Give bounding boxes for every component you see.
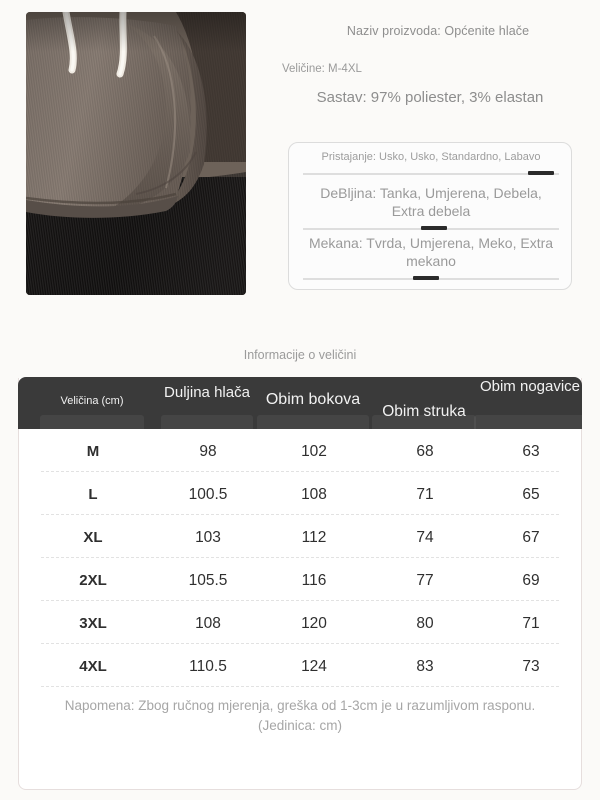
table-row bbox=[19, 430, 581, 473]
thickness-slider-thumb[interactable] bbox=[421, 226, 447, 230]
cell-length: 103 bbox=[195, 529, 221, 546]
size-table-header-row bbox=[18, 377, 582, 429]
softness-slider-thumb[interactable] bbox=[413, 276, 439, 280]
cell-size: M bbox=[86, 443, 100, 460]
product-composition-text: Sastav: 97% poliester, 3% elastan bbox=[316, 89, 544, 106]
cell-length: 105.5 bbox=[188, 572, 228, 589]
size-table-header-4: Obim nogavice bbox=[479, 378, 581, 395]
attribute-slider-card bbox=[288, 142, 572, 290]
attribute-label-softness: Mekana: Tvrda, Umjerena, Meko, Extra mekano bbox=[308, 235, 554, 269]
cell-size: L bbox=[88, 486, 98, 503]
size-table-header-1: Duljina hlača bbox=[164, 384, 250, 401]
table-row bbox=[19, 559, 581, 602]
size-table-header-3: Obim struka bbox=[382, 403, 466, 420]
product-name-text: Naziv proizvoda: Općenite hlače bbox=[346, 24, 530, 38]
softness-slider[interactable] bbox=[303, 274, 559, 284]
fit-slider[interactable] bbox=[303, 169, 559, 179]
cell-length: 98 bbox=[199, 443, 217, 460]
cell-waist: 77 bbox=[416, 572, 434, 589]
fit-slider-track bbox=[303, 173, 559, 175]
cell-waist: 68 bbox=[416, 443, 434, 460]
cell-hip: 120 bbox=[301, 615, 327, 632]
cell-waist: 74 bbox=[416, 529, 434, 546]
table-row bbox=[19, 516, 581, 559]
size-table bbox=[18, 378, 582, 790]
product-overview-section bbox=[0, 0, 600, 330]
cell-hip: 124 bbox=[301, 658, 327, 675]
attribute-row-fit bbox=[303, 151, 559, 179]
attribute-row-thickness bbox=[303, 185, 559, 234]
cell-size: 2XL bbox=[79, 572, 107, 589]
size-table-header-0: Veličina (cm) bbox=[60, 395, 124, 407]
cell-waist: 80 bbox=[416, 615, 434, 632]
size-table-header-pill bbox=[257, 415, 369, 429]
cell-waist: 71 bbox=[416, 486, 434, 503]
table-row bbox=[19, 645, 581, 688]
attribute-row-softness bbox=[303, 235, 559, 284]
cell-leg: 69 bbox=[522, 572, 540, 589]
cell-size: 3XL bbox=[79, 615, 107, 632]
folded-pants-illustration bbox=[26, 12, 246, 295]
row-separator bbox=[41, 686, 559, 688]
cell-length: 100.5 bbox=[188, 486, 228, 503]
cell-size: 4XL bbox=[79, 658, 107, 675]
cell-hip: 102 bbox=[301, 443, 327, 460]
cell-hip: 112 bbox=[301, 529, 327, 546]
size-table-header-pill bbox=[40, 415, 144, 429]
attribute-label-thickness: DeBljina: Tanka, Umjerena, Debela, Extra debela bbox=[320, 185, 542, 219]
cell-leg: 65 bbox=[522, 486, 540, 503]
attribute-label-fit: Pristajanje: Usko, Usko, Standardno, Labavo bbox=[321, 151, 541, 163]
product-sizes-text: Veličine: M-4XL bbox=[282, 63, 362, 75]
cell-leg: 67 bbox=[522, 529, 540, 546]
cell-hip: 108 bbox=[301, 486, 327, 503]
cell-length: 108 bbox=[195, 615, 221, 632]
size-table-header-pill bbox=[474, 415, 586, 429]
cell-leg: 63 bbox=[522, 443, 540, 460]
thickness-slider[interactable] bbox=[303, 224, 559, 234]
product-photo[interactable] bbox=[26, 12, 246, 295]
size-table-body bbox=[19, 430, 581, 688]
table-row bbox=[19, 473, 581, 516]
measurement-note: Napomena: Zbog ručnog mjerenja, greška od 1-3cm je u razumljivom rasponu. (Jedinica: cm) bbox=[64, 698, 536, 733]
size-info-title: Informacije o veličini bbox=[243, 348, 357, 362]
cell-length: 110.5 bbox=[189, 658, 227, 675]
size-table-header-2: Obim bokova bbox=[265, 391, 361, 408]
cell-leg: 73 bbox=[522, 658, 540, 675]
fit-slider-thumb[interactable] bbox=[528, 171, 554, 175]
size-table-header-pill bbox=[161, 415, 253, 429]
table-row bbox=[19, 602, 581, 645]
cell-hip: 116 bbox=[301, 572, 327, 589]
cell-waist: 83 bbox=[416, 658, 434, 675]
cell-size: XL bbox=[83, 529, 103, 546]
cell-leg: 71 bbox=[522, 615, 540, 632]
